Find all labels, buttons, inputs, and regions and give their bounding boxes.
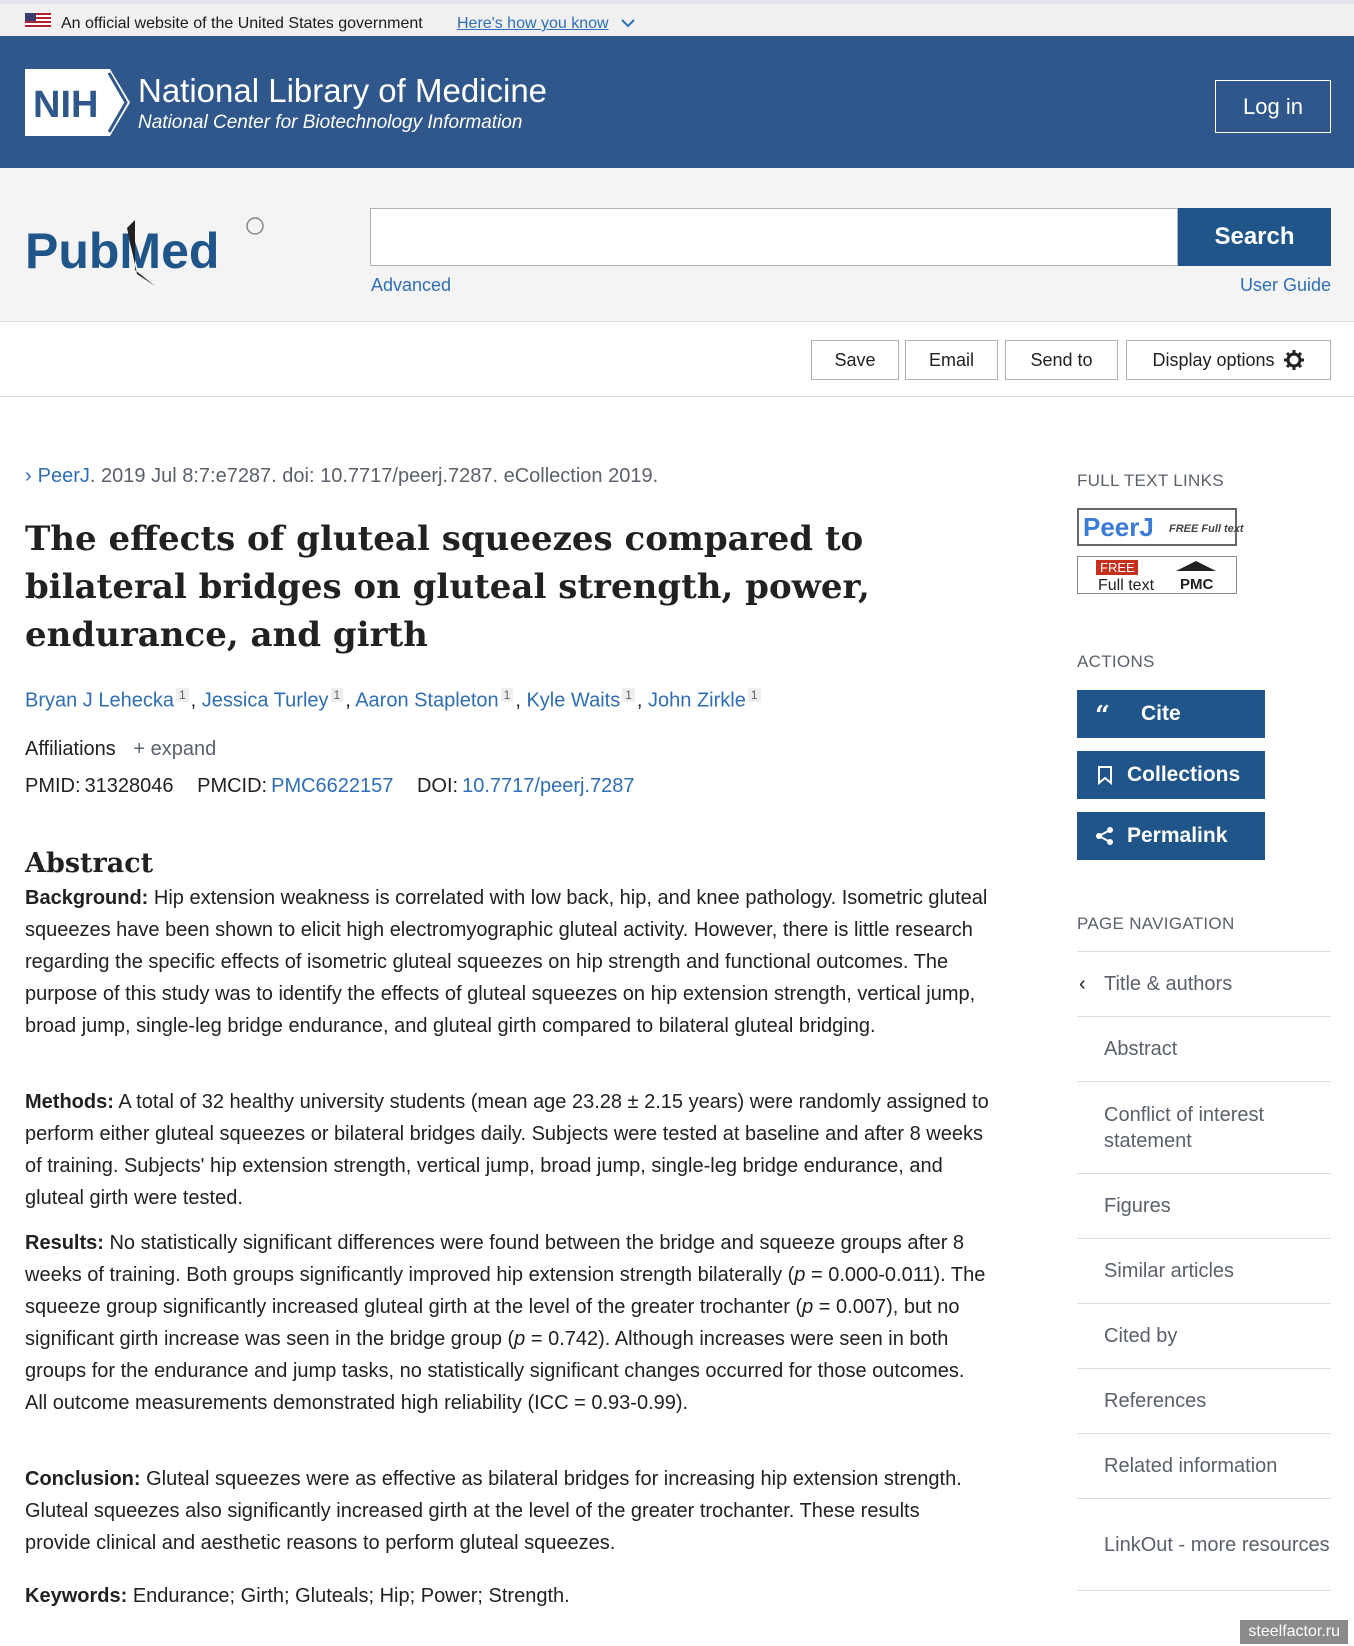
doi-link[interactable]: 10.7717/peerj.7287 [462,775,635,797]
permalink-button[interactable] [1077,812,1265,860]
user-guide-link[interactable]: User Guide [1239,275,1331,295]
chevron-right-icon[interactable]: › [25,465,32,487]
affiliation-marker[interactable]: 1 [331,688,344,702]
nav-item-references[interactable] [1077,1369,1331,1434]
expand-affiliations-button[interactable]: + expand [133,738,217,760]
author-link[interactable]: Aaron Stapleton [355,689,499,712]
p-symbol: p [514,1328,526,1350]
results-text-2: = 0.000-0.011). The squeeze group significantly increased gluteal girth at the level of the greater trochanter ( [25,1264,986,1318]
methods-label: Methods: [25,1091,114,1113]
svg-text:FREE Full text: FREE Full text [1169,523,1244,535]
results-text-4: = 0.742). Although increases were seen in both groups for the endurance and jump tasks, no statistically significant changes occurred for those outcomes. All outcome measurements demonstrated high reliability (ICC = 0.93-0.99). [25,1328,965,1414]
abstract-results [25,1227,990,1419]
abstract-heading: Abstract [25,848,154,879]
nav-item-cited-by[interactable] [1077,1304,1331,1369]
affiliation-marker[interactable]: 1 [176,688,189,702]
page-navigation-list [1077,951,1331,1591]
pmc-full-text-link[interactable] [1077,556,1237,594]
bookmark-icon [1095,765,1115,785]
nav-item-abstract[interactable] [1077,1017,1331,1082]
nav-item-similar-articles[interactable] [1077,1239,1331,1304]
save-button[interactable]: Save [811,340,899,380]
quote-icon [1095,701,1115,731]
results-label: Results: [25,1232,104,1254]
nav-item-figures[interactable] [1077,1174,1331,1239]
nih-header [0,36,1354,168]
background-label: Background: [25,887,149,909]
author-link[interactable]: Jessica Turley [201,689,329,712]
full-text-links-heading: FULL TEXT LINKS [1077,471,1224,490]
nih-logo-text: NIH [33,84,99,126]
chevron-down-icon[interactable] [620,16,636,30]
nav-item-related-information[interactable] [1077,1434,1331,1499]
cite-button[interactable] [1077,690,1265,738]
email-button[interactable]: Email [905,340,998,380]
nav-item-label: Abstract [1104,1038,1178,1060]
pmcid-link[interactable]: PMC6622157 [271,775,394,797]
svg-text:“: “ [1095,701,1110,731]
gov-banner-text: An official website of the United States government [61,15,423,32]
permalink-label: Permalink [1127,824,1228,847]
nav-item-label: Figures [1104,1195,1171,1217]
abstract-keywords [25,1580,990,1612]
pubmed-logo[interactable] [25,198,275,298]
affiliation-marker[interactable]: 1 [501,688,514,702]
collections-label: Collections [1127,763,1241,786]
svg-text:FREE: FREE [1100,560,1135,575]
background-text: Hip extension weakness is correlated with low back, hip, and knee pathology. Isometric gluteal squeezes have been shown to elicit high electromyographic gluteal activity. However, there is little research regarding the specific effects of isometric gluteal squeezes on hip strength and functional outcomes. The purpose of this study was to identify the effects of gluteal squeezes on hip extension strength, vertical jump, broad jump, single-leg bridge endurance, and gluteal girth compared to bilateral gluteal bridging. [25,887,988,1037]
methods-text: A total of 32 healthy university students (mean age 23.28 ± 2.15 years) were randomly assigned to perform either gluteal squeezes or bilateral bridges daily. Subjects were tested at baseline and after 8 weeks of training. Subjects' hip extension strength, vertical jump, broad jump, single-leg bridge endurance, and gluteal girth were tested. [25,1091,989,1209]
cite-label: Cite [1141,702,1181,725]
author-link[interactable]: John Zirkle [648,689,746,712]
search-input[interactable] [370,208,1178,266]
nih-logo[interactable] [25,69,130,136]
pmid-value: 31328046 [84,775,174,797]
keywords-label: Keywords: [25,1585,128,1607]
search-button[interactable]: Search [1178,208,1331,266]
svg-text:Full text: Full text [1098,577,1155,594]
advanced-search-link[interactable]: Advanced [371,275,452,295]
keywords-text: Endurance; Girth; Gluteals; Hip; Power; Strength. [132,1585,570,1607]
author-link[interactable]: Kyle Waits [526,689,621,712]
display-options-button[interactable] [1126,340,1331,380]
svg-text:PeerJ: PeerJ [1083,512,1154,542]
affiliations-label: Affiliations [25,738,116,760]
author-link[interactable]: Bryan J Lehecka [25,689,174,712]
abstract-background [25,882,990,1042]
results-text-3: = 0.007), but no significant girth increase was seen in the bridge group ( [25,1296,960,1350]
abstract-methods [25,1086,990,1214]
collections-button[interactable] [1077,751,1265,799]
conclusion-text: Gluteal squeezes were as effective as bilateral bridges for increasing hip extension strength. Gluteal squeezes also significantly increased girth at the level of the greater trochanter. These results provide clinical and aesthetic reasons to perform gluteal squeezes. [25,1468,962,1554]
nav-item-title-authors[interactable] [1077,952,1331,1017]
p-symbol: p [794,1264,806,1286]
results-text-1: No statistically significant differences were found between the bridge and squeeze groups after 8 weeks of training. Both groups significantly improved hip extension strength bilaterally ( [25,1232,965,1286]
pmcid-label: PMCID: [197,775,268,797]
nav-item-label: Related information [1104,1455,1278,1477]
abstract-conclusion [25,1463,990,1559]
citation-line [25,465,658,488]
ncbi-subtitle[interactable]: National Center for Biotechnology Information [138,112,523,133]
journal-link[interactable]: PeerJ [37,465,90,487]
login-button[interactable]: Log in [1215,80,1331,133]
page-navigation-heading: PAGE NAVIGATION [1077,914,1235,933]
article-toolbar [0,322,1354,397]
p-symbol: p [802,1296,814,1318]
nav-item-label: Title & authors [1104,973,1233,995]
gear-icon [1283,349,1305,371]
svg-text:PMC: PMC [1180,576,1214,593]
send-to-button[interactable]: Send to [1005,340,1118,380]
us-flag-icon [25,13,51,29]
identifiers-row [25,775,634,798]
nav-item-label: Conflict of interest statement [1104,1103,1265,1152]
chevron-left-icon: ‹ [1079,973,1086,995]
conclusion-label: Conclusion: [25,1468,141,1490]
peerj-full-text-link[interactable] [1077,508,1244,546]
peerj-logo-icon [1079,510,1244,544]
display-options-label: Display options [1152,349,1275,370]
article-title: The effects of gluteal squeezes compared to bilateral bridges on gluteal strength, power, endurance, and girth [25,519,870,655]
actions-heading: ACTIONS [1077,652,1155,671]
doi-label: DOI: [416,775,459,797]
citation-details: . 2019 Jul 8:7:e7287. doi: 10.7717/peerj.7287. eCollection 2019. [89,465,659,487]
nav-item-linkout[interactable] [1077,1499,1331,1591]
gov-banner [0,0,1354,36]
affiliation-marker[interactable]: 1 [748,688,761,702]
search-band [0,168,1354,322]
nav-item-conflict-of-interest[interactable] [1077,1082,1331,1174]
nav-item-label: References [1104,1390,1207,1412]
nav-item-label: Similar articles [1104,1260,1235,1282]
watermark: steelfactor.ru [1240,1620,1348,1644]
authors-list: Bryan J Lehecka $^1$ , Jessica Turley $^1$ , Aaron Stapleton $^1$ , Kyle Waits $^1$ , John Zirkle $^1$ [25,688,763,713]
how-you-know-link[interactable]: Here's how you know [457,15,609,32]
nav-item-label: Cited by [1104,1325,1178,1347]
affiliation-marker[interactable]: 1 [622,688,635,702]
pmid-label: PMID: [25,775,81,797]
pmc-logo-icon [1078,557,1236,593]
pubmed-logo-text: PubMed [25,223,220,279]
nlm-title[interactable]: National Library of Medicine [138,72,548,109]
share-icon [1095,826,1115,846]
nav-item-label: LinkOut - more resources [1104,1533,1330,1556]
affiliations-row [25,738,216,761]
